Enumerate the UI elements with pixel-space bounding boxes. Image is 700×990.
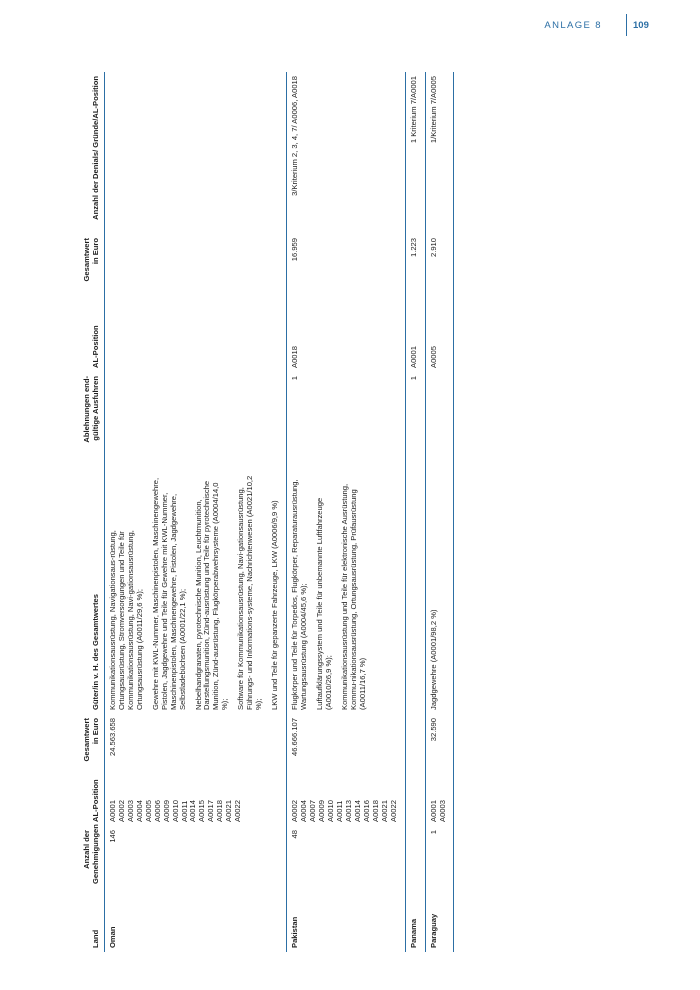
cell-abl-position: A0001 (405, 294, 425, 372)
al-position-entry: A0016 (361, 800, 371, 822)
cell-abl-position: A0018 (287, 294, 405, 372)
col-header-gueter: Güter/in v. H. des Gesamtwertes (80, 468, 104, 714)
header-divider (626, 14, 627, 36)
al-position-entry: A0003 (437, 800, 447, 822)
al-position-entry: A0002 (116, 800, 126, 822)
cell-ablehnungen: 1 (405, 372, 425, 468)
table-row (287, 72, 405, 952)
table-row (104, 72, 286, 952)
al-position-entry: A0004 (134, 800, 144, 822)
col-header-gesamtwert: Gesamtwert in Euro (80, 714, 104, 772)
al-position-entry: A0010 (325, 800, 335, 822)
al-position-entry: A0010 (170, 800, 180, 822)
col-header-al-position: AL-Position (80, 772, 104, 826)
gueter-paragraph: Jagdgewehre (A0001/98,2 %) (428, 609, 438, 710)
gueter-paragraph: LKW und Teile für gepanzerte Fahrzeuge, LKW (A0006/9,9 %) (270, 500, 280, 710)
cell-denials: 3/Kriterium 2, 3, 4, 7/ A0006, A0018 (287, 72, 405, 234)
al-position-entry: A0002 (290, 800, 300, 822)
cell-al-positions (104, 772, 286, 826)
cell-ablehnungen: 1 (287, 372, 405, 468)
cell-denials (104, 72, 286, 234)
table-row (405, 72, 425, 952)
al-position-entry: A0013 (343, 800, 353, 822)
cell-abl-position (104, 294, 286, 372)
cell-denials: 1/Kriterium 7/A0005 (425, 72, 454, 234)
al-position-entry: A0021 (224, 800, 234, 822)
cell-anzahl: 146 (104, 826, 286, 888)
cell-land: Paraguay (425, 888, 454, 952)
al-position-entry: A0014 (352, 800, 362, 822)
cell-abl-position: A0005 (425, 294, 454, 372)
cell-gueter (104, 468, 286, 714)
al-position-entry: A0009 (161, 800, 171, 822)
col-header-anzahl: Anzahl der Genehmigungen (80, 826, 104, 888)
al-position-entry: A0004 (299, 800, 309, 822)
al-position-entry: A0003 (125, 800, 135, 822)
cell-anzahl: 1 (425, 826, 454, 888)
cell-gesamtwert: 24.563.658 (104, 714, 286, 772)
table-row (425, 72, 454, 952)
cell-abl-gesamtwert: 2.910 (425, 234, 454, 294)
al-position-entry: A0021 (379, 800, 389, 822)
cell-gueter (405, 468, 425, 714)
al-position-entry: A0001 (107, 800, 117, 822)
gueter-paragraph: Luftaufklärungssystem und Teile für unbemannte Luftfahrzeuge (A0010/26,9 %); (315, 497, 334, 710)
cell-gueter (425, 468, 454, 714)
al-position-entry: A0011 (334, 800, 344, 822)
col-header-ablehnungen: Ablehnungen end-gültige Ausfuhren (80, 372, 104, 468)
cell-land: Oman (104, 888, 286, 952)
export-licence-table (80, 72, 454, 952)
rotated-table (80, 72, 660, 952)
gueter-paragraph: Kommunikationsausrüstung und Teile für elektronische Ausrüstung, Kommu-nikationsausrüstung, Ortungsausrüstung, Prüfausrüstung (A0011/16,7 %) (339, 483, 367, 710)
al-position-entry: A0009 (317, 800, 327, 822)
al-position-entry: A0011 (179, 800, 189, 822)
col-header-abl-position: AL-Position (80, 294, 104, 372)
cell-abl-gesamtwert: 16.959 (287, 234, 405, 294)
al-position-entry: A0001 (428, 800, 438, 822)
al-position-entry: A0005 (143, 800, 153, 822)
gueter-paragraph: Flugkörper und Teile für Torpedos, Flugkörper, Reparaturausrüstung, Wartungsausrüstung (A0004/45,6 %); (290, 479, 309, 710)
cell-al-positions (425, 772, 454, 826)
al-position-entry: A0014 (188, 800, 198, 822)
cell-anzahl (405, 826, 425, 888)
cell-gueter (287, 468, 405, 714)
cell-gesamtwert: 46.666.107 (287, 714, 405, 772)
al-position-entry: A0022 (233, 800, 243, 822)
cell-ablehnungen (425, 372, 454, 468)
cell-gesamtwert (405, 714, 425, 772)
cell-anzahl: 48 (287, 826, 405, 888)
gueter-paragraph: Software für Kommunikationsausrüstung, Navi-gationsausrüstung, Führungs- und Informations-systeme, Nachrichtenwesen (A0021/10,2 %); (236, 475, 264, 710)
col-header-abl-gesamtwert: Gesamtwert in Euro (80, 234, 104, 294)
gueter-paragraph: Gewehre mit KWL-Nummer, Maschinenpistolen, Maschinengewehre, Pistolen, Jagdgewehre und Teile für Gewehre mit KWL-Nummer, Maschinenpistolen, Maschinengewehre, Pistolen, Jagdgewehre, Selbstladebüchsen (A0001/22,1 %); (150, 477, 187, 710)
cell-land: Panama (405, 888, 425, 952)
table-body (104, 72, 454, 952)
export-table-container (80, 72, 660, 952)
gueter-paragraph: Kommunikationsausrüstung, Navigationsaus-rüstung, Ortungsausrüstung, Stromversorgungen und Teile für Kommunikationsausrüstung, Navi-gationsausrüstung, Ortungsausrüstung (A0011/29,6 %); (107, 530, 144, 710)
al-position-entry: A0007 (308, 800, 318, 822)
cell-gesamtwert: 32.590 (425, 714, 454, 772)
gueter-paragraph: Nebelhandgranaten, pyrotechnische Munition, Leuchtmunition, Darstellungsmunition, Zünd-ausrüstung und Teile für pyrotechnische Munition, Zünd-ausrüstung, Flugkörperabwehrsysteme (A0004/14,0 %); (193, 480, 230, 710)
cell-ablehnungen (104, 372, 286, 468)
al-position-entry: A0015 (197, 800, 207, 822)
col-header-land: Land (80, 888, 104, 952)
cell-abl-gesamtwert: 1.223 (405, 234, 425, 294)
al-position-entry: A0018 (215, 800, 225, 822)
al-position-entry: A0006 (152, 800, 162, 822)
al-position-entry: A0022 (388, 800, 398, 822)
al-position-entry: A0017 (206, 800, 216, 822)
cell-al-positions (287, 772, 405, 826)
al-position-entry: A0018 (370, 800, 380, 822)
cell-al-positions (405, 772, 425, 826)
running-header-section: ANLAGE 8 (544, 20, 602, 31)
col-header-denials: Anzahl der Denials/ Gründe/AL-Position (80, 72, 104, 234)
cell-denials: 1 Kriterium 7/A0001 (405, 72, 425, 234)
cell-land: Pakistan (287, 888, 405, 952)
page-number: 109 (633, 20, 649, 31)
table-header-row (80, 72, 104, 952)
cell-abl-gesamtwert (104, 234, 286, 294)
